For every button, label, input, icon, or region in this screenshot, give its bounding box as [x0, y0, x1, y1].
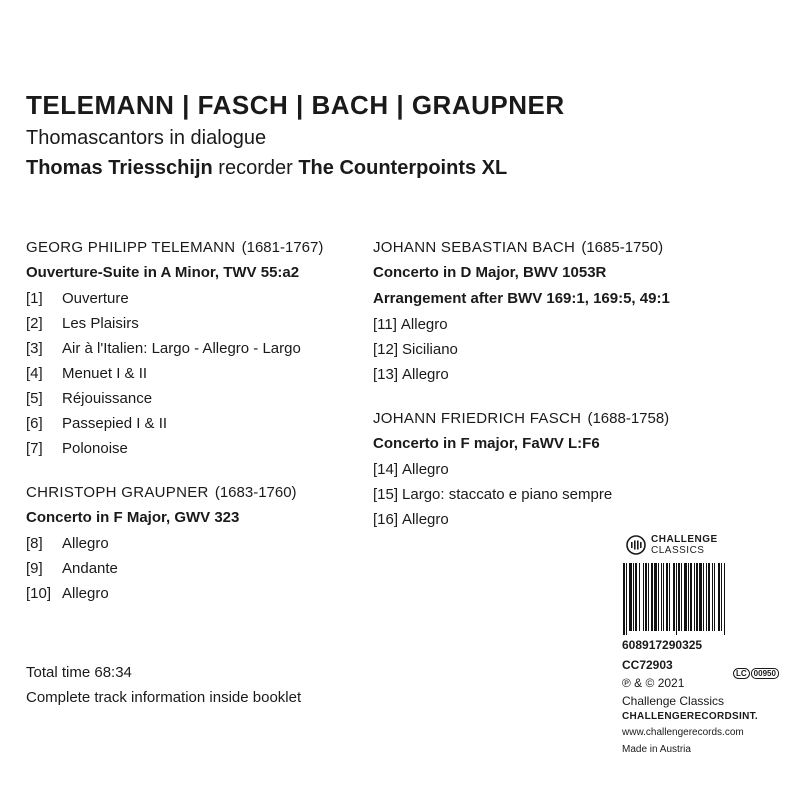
- tracklist-right: [373, 236, 773, 532]
- track-title: Andante: [62, 560, 118, 577]
- track-title: Menuet I & II: [62, 365, 148, 382]
- track-item: [26, 361, 356, 386]
- barcode-image: [622, 563, 772, 635]
- album-title: TELEMANN | FASCH | BACH | GRAUPNER: [26, 90, 565, 120]
- track-number: [4]: [26, 365, 43, 382]
- barcode-bar: [724, 563, 725, 635]
- barcode-bar: [688, 563, 689, 631]
- composer-heading: [26, 481, 356, 505]
- catalog-number: CC72903: [622, 658, 673, 672]
- track-item: [373, 337, 773, 362]
- track-item: [373, 507, 773, 532]
- barcode-bar: [708, 563, 710, 631]
- track-number: [3]: [26, 340, 43, 357]
- track-item: [26, 286, 356, 311]
- barcode-bar: [696, 563, 698, 631]
- booklet-note: Complete track information inside booklet: [26, 689, 302, 706]
- performer-name: Thomas Triesschijn: [26, 157, 213, 179]
- barcode-bar: [629, 563, 632, 631]
- barcode-bar: [623, 563, 625, 635]
- barcode-bar: [663, 563, 664, 631]
- track-item: [26, 336, 356, 361]
- track-number: [7]: [26, 440, 43, 457]
- records-rest: RECORDSINT.: [686, 711, 759, 722]
- track-number: [12]: [373, 341, 399, 358]
- composer-name: JOHANN SEBASTIAN BACH: [373, 239, 576, 256]
- barcode-bar: [721, 563, 722, 631]
- barcode-bar: [678, 563, 680, 631]
- track-item: [26, 411, 356, 436]
- track-title: Réjouissance: [62, 390, 153, 407]
- barcode-bar: [694, 563, 695, 631]
- barcode-bar: [676, 563, 677, 635]
- work-title: Concerto in F major, FaWV L:F6: [373, 435, 600, 452]
- performer-role: recorder: [218, 157, 293, 179]
- composer-heading: [373, 407, 773, 431]
- track-title: Allegro: [402, 461, 449, 478]
- track-title: Polonoise: [62, 440, 128, 457]
- track-number: [16]: [373, 511, 399, 528]
- barcode-bar: [651, 563, 653, 631]
- barcode-bar: [635, 563, 637, 631]
- track-title: Allegro: [62, 585, 109, 602]
- barcode-bar: [712, 563, 713, 631]
- barcode-bar: [643, 563, 644, 631]
- track-number: [14]: [373, 461, 399, 478]
- copyright-line: ℗ & © 2021: [622, 676, 685, 690]
- barcode-bar: [654, 563, 657, 631]
- total-time: Total time 68:34: [26, 664, 132, 681]
- barcode-bar: [661, 563, 662, 631]
- barcode-bar: [648, 563, 649, 631]
- album-subtitle: Thomascantors in dialogue: [26, 127, 267, 149]
- website-text: www.challengerecords.com: [622, 727, 744, 738]
- lc-prefix: LC: [733, 668, 750, 679]
- track-number: [13]: [373, 366, 399, 383]
- track-item: [26, 581, 356, 606]
- track-number: [8]: [26, 535, 43, 552]
- records-bold: CHALLENGE: [622, 711, 687, 722]
- track-number: [9]: [26, 560, 43, 577]
- barcode-bar: [706, 563, 707, 631]
- track-item: [26, 531, 356, 556]
- composer-dates: (1688-1758): [587, 410, 670, 427]
- composer-dates: (1685-1750): [581, 239, 664, 256]
- barcode-bar: [639, 563, 640, 631]
- composer-heading: [26, 236, 356, 260]
- track-number: [11]: [373, 316, 397, 333]
- composer-dates: (1681-1767): [241, 239, 324, 256]
- performers-line: [26, 157, 507, 180]
- track-title: Ouverture: [62, 290, 129, 307]
- composer-heading: [373, 236, 773, 260]
- work-title: Concerto in D Major, BWV 1053R: [373, 264, 607, 281]
- track-item: [373, 362, 773, 387]
- barcode-bar: [699, 563, 702, 631]
- track-item: [373, 482, 773, 507]
- work-title: Concerto in F Major, GWV 323: [26, 509, 240, 526]
- track-title: Les Plaisirs: [62, 315, 139, 332]
- composer-name: GEORG PHILIPP TELEMANN: [26, 239, 236, 256]
- barcode-bar: [684, 563, 687, 631]
- work-arrangement: Arrangement after BWV 169:1, 169:5, 49:1: [373, 290, 670, 307]
- ensemble-name: The Counterpoints XL: [298, 157, 508, 179]
- track-title: Passepied I & II: [62, 415, 168, 432]
- track-number: [1]: [26, 290, 43, 307]
- composer-name: CHRISTOPH GRAUPNER: [26, 484, 209, 501]
- composer-dates: (1683-1760): [214, 484, 297, 501]
- track-item: [373, 312, 773, 337]
- logo-text: [651, 534, 718, 556]
- track-item: [373, 457, 773, 482]
- track-number: [15]: [373, 486, 399, 503]
- logo-line-2: CLASSICS: [651, 545, 705, 556]
- section-spacer: [373, 387, 773, 407]
- track-title: Allegro: [402, 511, 449, 528]
- barcode-bar: [690, 563, 692, 631]
- barcode-bar: [626, 563, 627, 635]
- track-item: [26, 436, 356, 461]
- barcode-bar: [633, 563, 634, 631]
- track-item: [26, 556, 356, 581]
- track-item: [26, 311, 356, 336]
- barcode-bar: [658, 563, 659, 631]
- lc-code: 00950: [751, 668, 779, 679]
- track-item: [26, 386, 356, 411]
- barcode-bar: [703, 563, 704, 631]
- track-title: Allegro: [400, 316, 448, 333]
- label-code-badge: [733, 668, 779, 679]
- track-number: [10]: [26, 585, 52, 602]
- work-title: Ouverture-Suite in A Minor, TWV 55:a2: [26, 264, 300, 281]
- track-title: Air à l'Italien: Largo - Allegro - Largo: [62, 340, 301, 357]
- track-title: Allegro: [62, 535, 109, 552]
- challenge-logo-icon: [626, 535, 646, 555]
- barcode-bar: [681, 563, 682, 631]
- section-spacer: [26, 461, 356, 481]
- logo-line-1: CHALLENGE: [651, 534, 718, 545]
- track-number: [2]: [26, 315, 43, 332]
- barcode-bar: [718, 563, 720, 631]
- barcode-bar: [666, 563, 668, 631]
- tracklist-left: [26, 236, 356, 606]
- track-title: Allegro: [402, 366, 449, 383]
- barcode-bar: [673, 563, 675, 631]
- barcode-bar: [669, 563, 670, 631]
- challenge-classics-logo: [626, 534, 718, 556]
- barcode-bar: [645, 563, 647, 631]
- track-number: [6]: [26, 415, 43, 432]
- records-logo-text: [622, 711, 758, 722]
- made-in-text: Made in Austria: [622, 744, 691, 755]
- barcode-number: 608917290325: [622, 638, 703, 652]
- track-title: Siciliano: [402, 341, 458, 358]
- company-name: Challenge Classics: [622, 694, 725, 708]
- footer-info: [26, 660, 301, 710]
- composer-name: JOHANN FRIEDRICH FASCH: [373, 410, 582, 427]
- barcode-bar: [714, 563, 715, 631]
- track-title: Largo: staccato e piano sempre: [402, 486, 613, 503]
- track-number: [5]: [26, 390, 43, 407]
